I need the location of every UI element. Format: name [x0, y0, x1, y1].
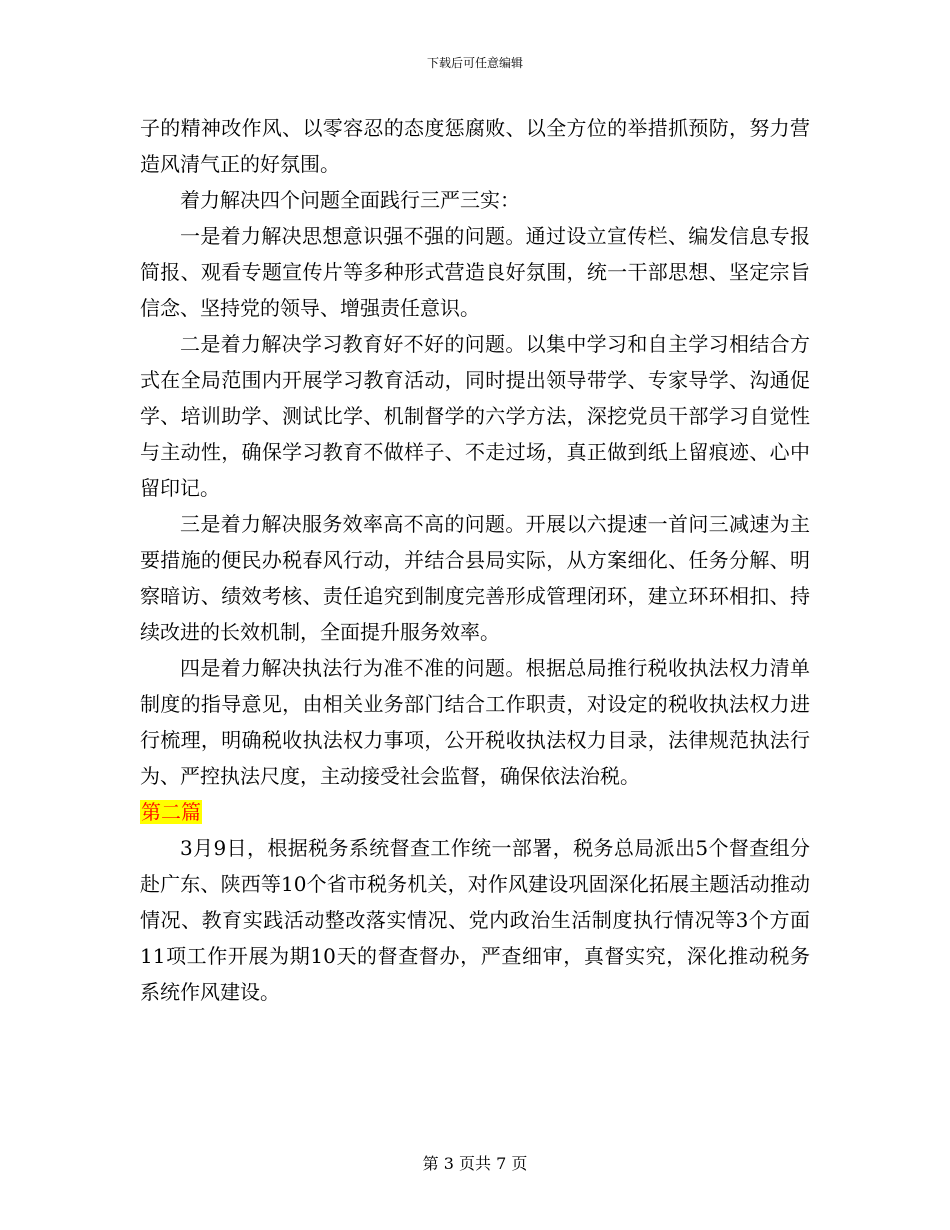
paragraph-7: 3月9日，根据税务系统督查工作统一部署，税务总局派出5个督查组分赴广东、陕西等10个省市税务机关，对作风建设巩固深化拓展主题活动推动情况、教育实践活动整改落实情况、党内政治生活制度执行情况等3个方面11项工作开展为期10天的督查督办，严查细审，真督实究，深化推动税务系统作风建设。 [140, 836, 810, 1004]
section-heading [140, 794, 810, 830]
paragraph-2: 着力解决四个问题全面践行三严三实： [180, 188, 520, 212]
paragraph-6: 四是着力解决执法行为准不准的问题。根据总局推行税收执法权力清单制度的指导意见，由相关业务部门结合工作职责，对设定的税收执法权力进行梳理，明确税收执法权力事项，公开税收执法权力目录，法律规范执法行为、严控执法尺度，主动接受社会监督，确保依法治税。 [140, 656, 810, 788]
paragraph-1: 子的精神改作风、以零容忍的态度惩腐败、以全方位的举措抓预防，努力营造风清气正的好氛围。 [140, 116, 810, 176]
section-heading-text: 第二篇 [141, 800, 201, 824]
paragraph-5: 三是着力解决服务效率高不高的问题。开展以六提速一首问三减速为主要措施的便民办税春风行动，并结合县局实际，从方案细化、任务分解、明察暗访、绩效考核、责任追究到制度完善形成管理闭环，建立环环相扣、持续改进的长效机制，全面提升服务效率。 [140, 512, 810, 644]
document-body [140, 110, 810, 1010]
page-header-note: 下载后可任意编辑 [426, 56, 523, 70]
paragraph-4: 二是着力解决学习教育好不好的问题。以集中学习和自主学习相结合方式在全局范围内开展学习教育活动，同时提出领导带学、专家导学、沟通促学、培训助学、测试比学、机制督学的六学方法，深挖党员干部学习自觉性与主动性，确保学习教育不做样子、不走过场，真正做到纸上留痕迹、心中留印记。 [140, 332, 810, 500]
page-number-footer: 第 3 页共 7 页 [422, 1154, 528, 1173]
paragraph-3: 一是着力解决思想意识强不强的问题。通过设立宣传栏、编发信息专报简报、观看专题宣传片等多种形式营造良好氛围，统一干部思想、坚定宗旨信念、坚持党的领导、增强责任意识。 [140, 224, 810, 320]
